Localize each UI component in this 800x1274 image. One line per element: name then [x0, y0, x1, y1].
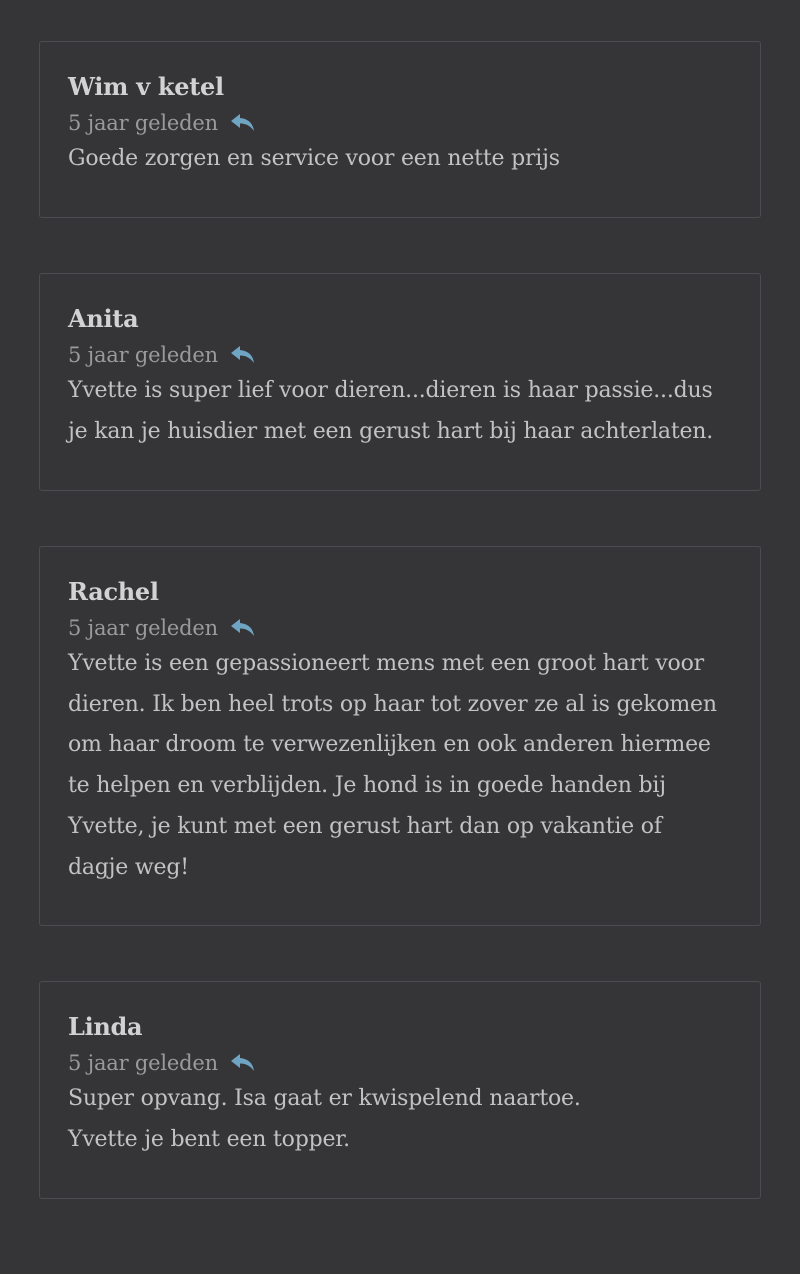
review-timestamp: 5 jaar geleden: [68, 1051, 218, 1075]
review-author: Anita: [68, 304, 139, 333]
review-card: [39, 41, 761, 218]
review-text-line: Goede zorgen en service voor een nette prijs: [68, 146, 560, 171]
review-text-line: dagje weg!: [68, 854, 189, 880]
review-text-line: Yvette is een gepassioneert mens met een groot hart voor: [68, 651, 704, 676]
reply-arrow-icon[interactable]: [230, 344, 258, 366]
review-meta: [68, 1048, 732, 1078]
review-text: [68, 1079, 732, 1160]
review-text-line: Yvette je bent een topper.: [68, 1126, 350, 1152]
review-card: [39, 273, 761, 491]
reply-arrow-icon[interactable]: [230, 112, 258, 134]
review-text: [68, 644, 732, 888]
review-text-line: Yvette, je kunt met een gerust hart dan op vakantie of: [68, 813, 662, 839]
review-text-line: je kan je huisdier met een gerust hart bij haar achterlaten.: [68, 418, 714, 444]
review-text-line: dieren. Ik ben heel trots op haar tot zover ze al is gekomen: [68, 691, 717, 717]
review-meta: [68, 613, 732, 643]
review-text: [68, 371, 732, 452]
review-author: Wim v ketel: [68, 72, 224, 101]
review-text-line: om haar droom te verwezenlijken en ook anderen hiermee: [68, 732, 711, 758]
review-timestamp: 5 jaar geleden: [68, 616, 218, 640]
review-card: [39, 546, 761, 926]
review-author: Rachel: [68, 577, 159, 606]
reply-arrow-icon[interactable]: [230, 1052, 258, 1074]
review-text: [68, 139, 732, 180]
review-text-line: Yvette is super lief voor dieren...dieren is haar passie...dus: [68, 378, 713, 403]
review-text-line: Super opvang. Isa gaat er kwispelend naartoe.: [68, 1086, 581, 1111]
review-card: [39, 981, 761, 1199]
review-meta: [68, 108, 732, 138]
review-text-line: te helpen en verblijden. Je hond is in goede handen bij: [68, 773, 666, 799]
reply-arrow-icon[interactable]: [230, 617, 258, 639]
review-meta: [68, 340, 732, 370]
review-timestamp: 5 jaar geleden: [68, 343, 218, 367]
review-timestamp: 5 jaar geleden: [68, 111, 218, 135]
review-author: Linda: [68, 1012, 143, 1041]
